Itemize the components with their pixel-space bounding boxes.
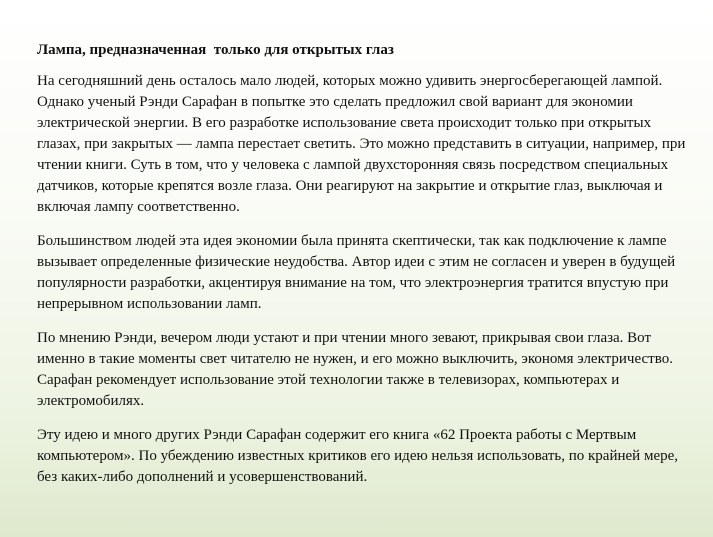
article-paragraph-2: Большинством людей эта идея экономии была принята скептически, так как подключение к лампе вызывает определенные физические неудобства. Автор идеи с этим не согласен и уверен в будущей популярности разработки, акцентируя внимание на том, что электроэнергия тратится впустую при непрерывном использовании ламп.: [37, 233, 676, 312]
article-paragraph-1: На сегодняшний день осталось мало людей, которых можно удивить энергосберегающей лампой. Однако ученый Рэнди Сарафан в попытке это сделать предложил свой вариант для экономии электрической энергии. В его разработке использование света происходит только при открытых глазах, при закрытых — лампа перестает светить. Это можно представить в ситуации, например, при чтении книги. Суть в том, что у человека с лампой двухсторонняя связь посредством специальных датчиков, которые крепятся возле глаза. Они реагируют на закрытие и открытие глаз, выключая и включая лампу соответственно.: [37, 73, 686, 215]
article: [37, 40, 687, 501]
article-title: Лампа, предназначенная только для открытых глаз: [37, 42, 394, 58]
article-paragraph-4: Эту идею и много других Рэнди Сарафан содержит его книга «62 Проекта работы с Мертвым компьютером». По убеждению известных критиков его идею нельзя использовать, по крайней мере, без каких-либо дополнений и усовершенствований.: [37, 427, 679, 485]
article-paragraph-3: По мнению Рэнди, вечером люди устают и при чтении много зевают, прикрывая свои глаза. Вот именно в такие моменты свет читателю не нужен, и его можно выключить, экономя электричество. Сарафан рекомендует использование этой технологии также в телевизорах, компьютерах и электромобилях.: [37, 330, 673, 409]
